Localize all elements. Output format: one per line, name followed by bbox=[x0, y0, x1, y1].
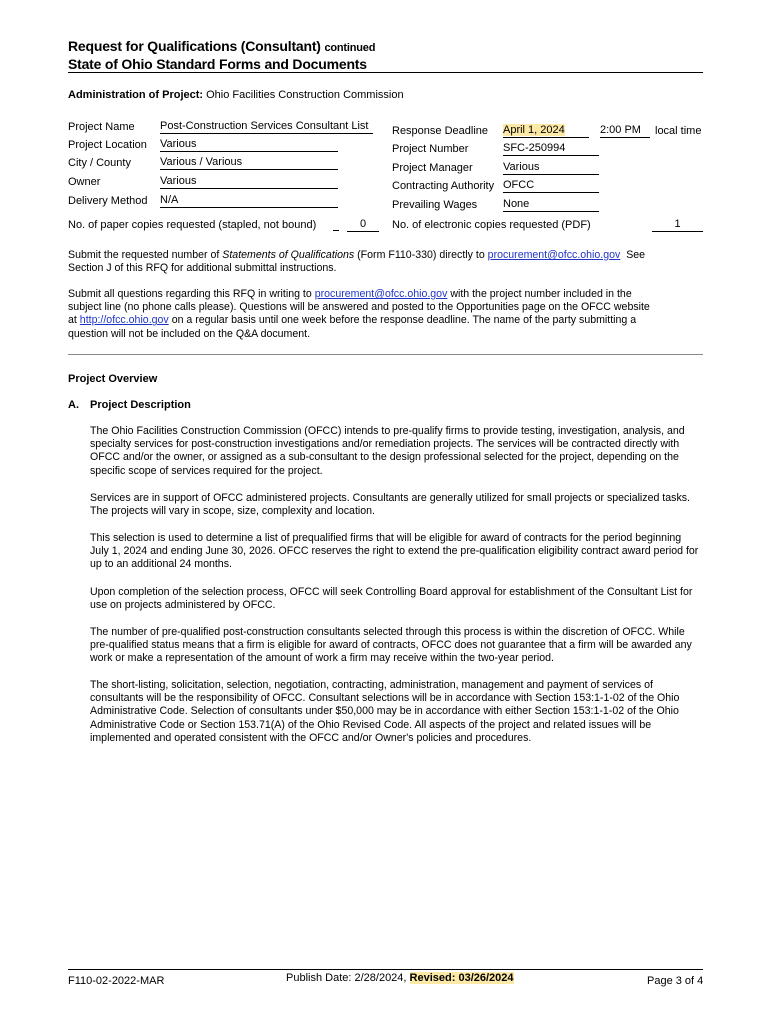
submit2-line4: question will not be included on the Q&A document. bbox=[68, 327, 311, 340]
contracting-authority-value: OFCC bbox=[503, 179, 599, 193]
submit2-text-b: with the project number included in the bbox=[450, 288, 632, 300]
paper-copies-value: 0 bbox=[347, 218, 379, 232]
procurement-email-link-2[interactable]: procurement@ofcc.ohio.gov bbox=[314, 288, 448, 300]
footer-rule bbox=[68, 969, 703, 970]
project-manager-label: Project Manager bbox=[392, 162, 473, 174]
section-a-letter: A. bbox=[68, 399, 79, 411]
procurement-email-link[interactable]: procurement@ofcc.ohio.gov bbox=[487, 249, 621, 261]
city-county-value: Various / Various bbox=[160, 156, 338, 170]
title-main: Request for Qualifications (Consultant) bbox=[68, 38, 321, 54]
submit1-text-c: See bbox=[626, 249, 646, 261]
submit2-text-a: Submit all questions regarding this RFQ in writing to bbox=[68, 288, 312, 300]
section-divider bbox=[68, 354, 703, 355]
questions-instructions bbox=[68, 288, 702, 341]
revised-date: Revised: 03/26/2024 bbox=[409, 972, 514, 984]
description-paragraph-2: Services are in support of OFCC administered projects. Consultants are generally utilized for small projects or specialized tasks. The projects will vary in scope, size, complexity and location. bbox=[90, 492, 690, 518]
electronic-copies-value: 1 bbox=[652, 218, 703, 232]
city-county-label: City / County bbox=[68, 157, 131, 169]
deadline-date-text: April 1, 2024 bbox=[503, 124, 565, 136]
contracting-authority-label: Contracting Authority bbox=[392, 180, 495, 192]
description-paragraph-1: The Ohio Facilities Construction Commission (OFCC) intends to pre-qualify firms to provide testing, investigation, analysis, and specialty services for post-construction investigations and/or remediation projects. The services will be contracted directly with OFCC and/or the owner, or assigned as a sub-consultant to the design professional selected for the project, depending on the specific scope of services required for the project. bbox=[90, 425, 685, 477]
description-paragraph-6: The short-listing, solicitation, selection, negotiation, contracting, administration, management and payment of services of consultants will be the responsibility of OFCC. Consultant selections will be in accordance with Section 153:1-1-02 of the Ohio Administrative Code. Selection of consultants under $50,000 may be in accordance with either Section 153:1-1-02 of the Ohio Administrative Code or Section 153.71(A) of the Ohio Revised Code. All aspects of the project and related issues will be implemented and operated consistent with the OFCC and/or Owner's policies and procedures. bbox=[90, 679, 680, 744]
ofcc-website-link[interactable]: http://ofcc.ohio.gov bbox=[79, 314, 169, 327]
electronic-copies-label: No. of electronic copies requested (PDF) bbox=[392, 219, 591, 231]
submit1-text-b: (Form F110-330) directly to bbox=[357, 249, 485, 261]
administration-line bbox=[68, 89, 404, 101]
response-deadline-label: Response Deadline bbox=[392, 125, 489, 137]
project-manager-value: Various bbox=[503, 161, 599, 175]
submit2-line2: subject line (no phone calls please). Questions will be answered and posted to the Opportunities page on the OFCC website bbox=[68, 301, 650, 314]
submit2-line3-pre: at bbox=[68, 314, 77, 327]
project-name-value: Post-Construction Services Consultant List bbox=[160, 120, 373, 134]
prevailing-wages-label: Prevailing Wages bbox=[392, 199, 478, 211]
section-a-title: Project Description bbox=[90, 399, 191, 411]
owner-value: Various bbox=[160, 175, 338, 189]
description-paragraph-3: This selection is used to determine a list of prequalified firms that will be eligible for award of contracts for the period beginning July 1, 2024 and ending June 30, 2026. OFCC reserves the right to extend the pre-qualification eligibility contract award period for up to an additional 24 months. bbox=[90, 532, 699, 571]
response-deadline-time: 2:00 PM bbox=[600, 124, 650, 138]
local-time-label: local time bbox=[655, 125, 702, 137]
submit1-line2: Section J of this RFQ for additional submittal instructions. bbox=[68, 262, 337, 275]
delivery-method-value: N/A bbox=[160, 194, 338, 208]
page-subtitle: State of Ohio Standard Forms and Documents bbox=[68, 56, 367, 72]
admin-value: Ohio Facilities Construction Commission bbox=[206, 89, 404, 101]
paper-copies-label: No. of paper copies requested (stapled, not bound) bbox=[68, 219, 317, 231]
title-suffix: continued bbox=[324, 42, 376, 54]
project-number-label: Project Number bbox=[392, 143, 469, 155]
publish-date bbox=[286, 972, 514, 984]
description-paragraph-5: The number of pre-qualified post-construction consultants selected through this process is within the discretion of OFCC. While pre-qualified status means that a firm is eligible for award of contracts, OFCC does not guarantee that a firm will be awarded any work or make a representation of the amount of work a firm may receive within the two-year period. bbox=[90, 626, 692, 665]
page-title bbox=[68, 38, 375, 54]
owner-label: Owner bbox=[68, 176, 101, 188]
description-paragraph-4: Upon completion of the selection process, OFCC will seek Controlling Board approval for establishment of the Consultant List for use on projects administered by OFCC. bbox=[90, 586, 693, 612]
form-id: F110-02-2022-MAR bbox=[68, 975, 165, 987]
project-location-value: Various bbox=[160, 138, 338, 152]
publish-date-text: Publish Date: 2/28/2024, bbox=[286, 972, 407, 984]
response-deadline-date bbox=[503, 124, 589, 138]
submit1-italic: Statements of Qualifications bbox=[222, 249, 355, 261]
delivery-method-label: Delivery Method bbox=[68, 195, 148, 207]
project-overview-heading: Project Overview bbox=[68, 373, 158, 385]
header-rule bbox=[68, 72, 703, 73]
project-location-label: Project Location bbox=[68, 139, 147, 151]
admin-label: Administration of Project: bbox=[68, 89, 204, 101]
project-number-value: SFC-250994 bbox=[503, 142, 599, 156]
paper-copies-dash bbox=[333, 230, 339, 231]
submit1-text-a: Submit the requested number of bbox=[68, 249, 220, 261]
submit2-line3-post: on a regular basis until one week before the response deadline. The name of the party submitting a bbox=[171, 314, 637, 327]
page-number: Page 3 of 4 bbox=[647, 975, 704, 987]
submit-instructions bbox=[68, 249, 702, 275]
project-name-label: Project Name bbox=[68, 121, 135, 133]
prevailing-wages-value: None bbox=[503, 198, 599, 212]
